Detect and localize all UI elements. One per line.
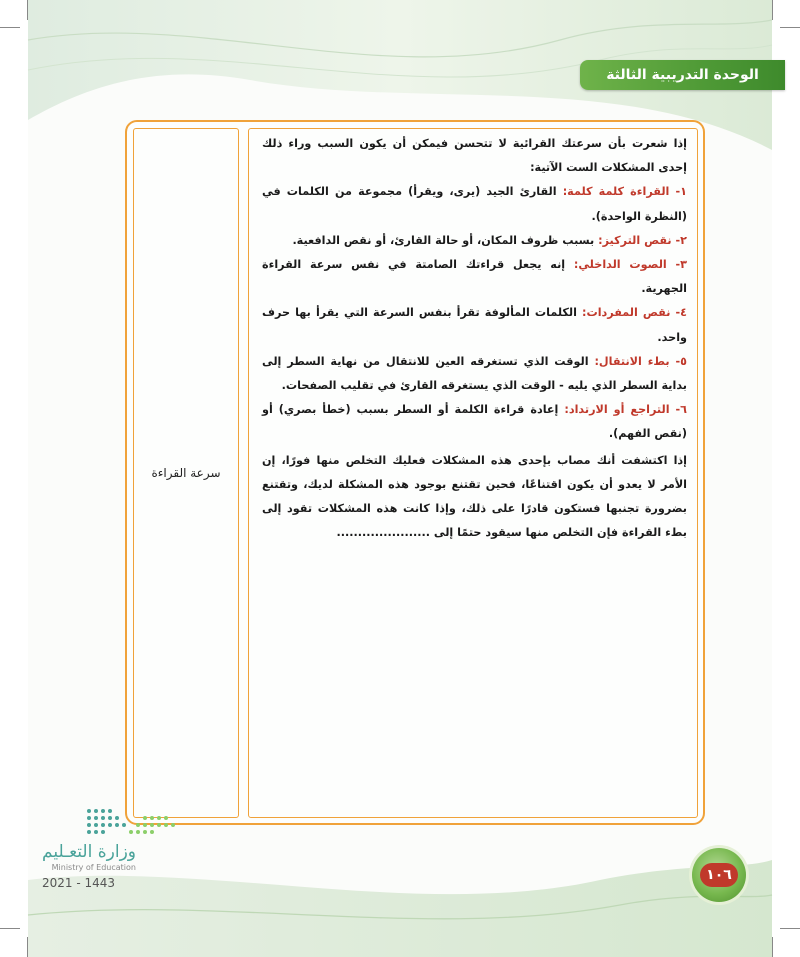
item-label: ٦- التراجع أو الارتداد: — [564, 403, 687, 417]
item-label: ١- القراءة كلمة كلمة: — [562, 185, 687, 199]
crop-mark — [0, 928, 20, 929]
topic-label: سرعة القراءة — [151, 466, 221, 480]
unit-title-banner — [580, 60, 785, 90]
item-text: القارئ الجيد (يرى، ويقرأ) مجموعة من الكلمات في (النظرة الواحدة). — [262, 185, 687, 223]
item-text: الكلمات المألوفة تقرأ بنفس السرعة التي يقرأ بها حرف واحد. — [262, 306, 687, 344]
item-label: ٣- الصوت الداخلي: — [573, 258, 687, 272]
ministry-logo — [40, 800, 190, 900]
list-item — [262, 350, 687, 398]
ministry-name-english: Ministry of Education — [51, 863, 136, 872]
page-number: ١٠٦ — [700, 863, 738, 887]
item-text: إنه يجعل قراءتك الصامتة في نفس سرعة القراءة الجهرية. — [262, 258, 687, 296]
item-label: ٤- نقص المفردات: — [582, 306, 687, 320]
list-item — [262, 180, 687, 228]
item-text: الوقت الذي تستغرقه العين للانتقال من نهاية السطر إلى بداية السطر الذي يليه - الوقت الذي يستغرقه القارئ في تقليب الصفحات. — [262, 354, 687, 393]
conclusion-paragraph: إذا اكتشفت أنك مصاب بإحدى هذه المشكلات فعليك التخلص منها فورًا، إن الأمر لا يعدو أن يكون اقتناعًا، فحين تقتنع بوجود هذه المشكلة لديك، وتقتنع بضرورة تجنبها فستكون قادرًا على ذلك، وإذا كانت هذه المشكلات تقود إلى بطء القراءة فإن التخلص منها سيقود حتمًا إلى ...................... — [262, 453, 687, 540]
intro-paragraph: إذا شعرت بأن سرعتك القرائية لا تتحسن فيمكن أن يكون السبب وراء ذلك إحدى المشكلات الست الآتية: — [262, 137, 687, 175]
item-label: ٢- نقص التركيز: — [598, 233, 687, 247]
crop-mark — [772, 0, 773, 20]
edition-year: 2021 - 1443 — [42, 876, 116, 890]
crop-mark — [0, 27, 20, 28]
page-number-badge — [692, 848, 746, 902]
list-item — [262, 398, 687, 446]
crop-mark — [780, 27, 800, 28]
crop-mark — [780, 928, 800, 929]
crop-mark — [27, 0, 28, 20]
crop-mark — [27, 937, 28, 957]
unit-title: الوحدة التدريبية الثالثة — [606, 67, 759, 83]
vision-dots-icon — [85, 806, 185, 836]
list-item — [262, 253, 687, 301]
item-text: إعادة قراءة الكلمة أو السطر بسبب (خطأ بصري) أو (نقص الفهم). — [262, 403, 687, 441]
list-item — [262, 229, 687, 253]
description-text — [262, 132, 687, 545]
list-item — [262, 301, 687, 349]
topic-cell — [133, 128, 239, 818]
ministry-name-arabic: وزارة التعـليم — [42, 842, 136, 862]
item-label: ٥- بطء الانتقال: — [594, 354, 687, 368]
item-text: بسبب ظروف المكان، أو حالة القارئ، أو نقص الدافعية. — [292, 233, 599, 247]
crop-mark — [772, 937, 773, 957]
